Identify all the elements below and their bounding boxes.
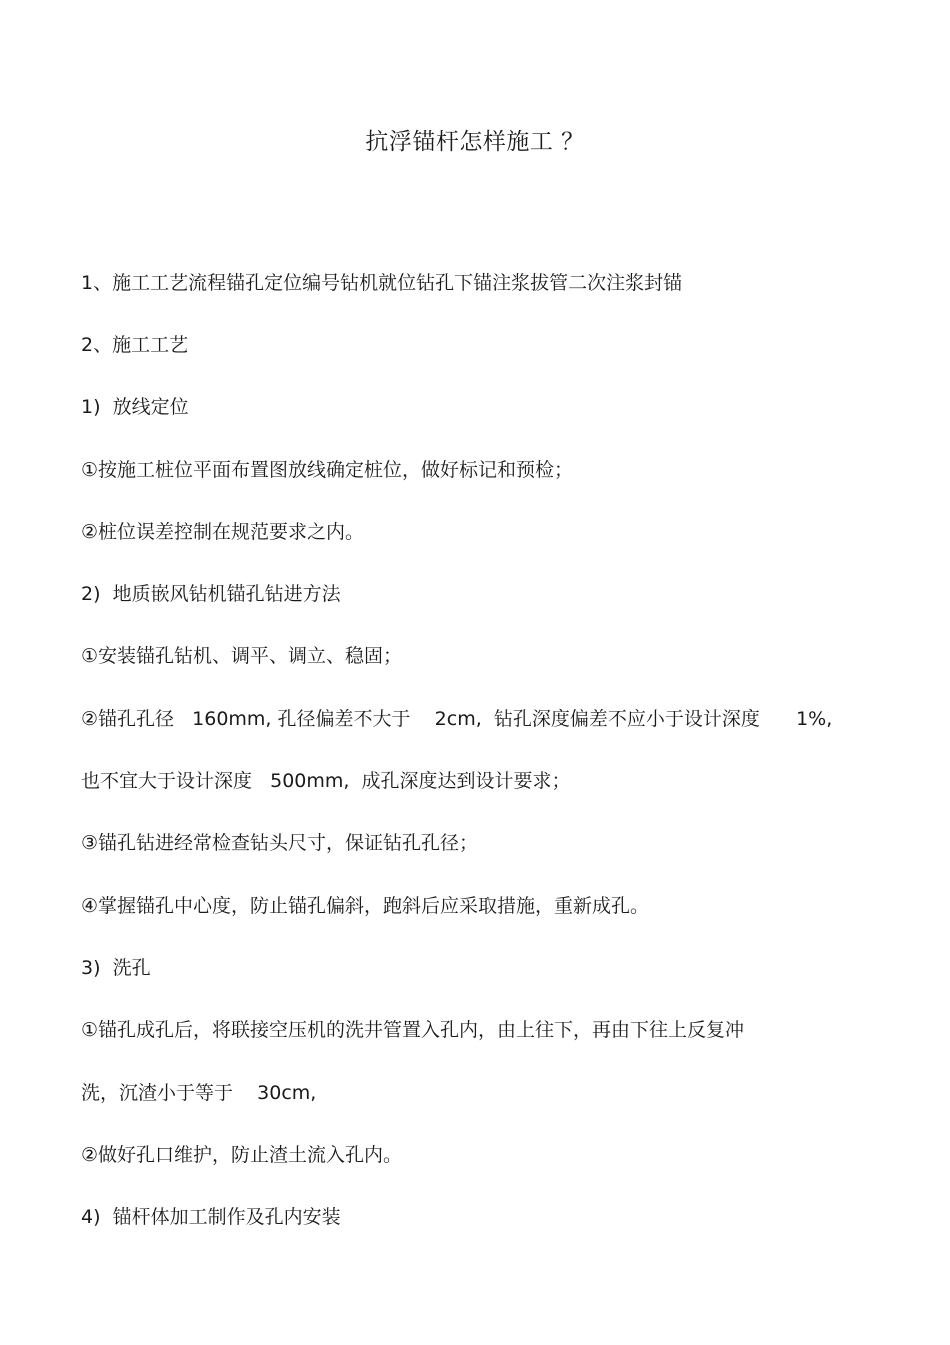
paragraph-line: ①安装锚孔钻机、调平、调立、稳固； [81, 645, 403, 667]
paragraph-line: ②做好孔口维护，防止渣土流入孔内。 [81, 1144, 403, 1166]
paragraph-line: 1) 放线定位 [81, 396, 189, 418]
paragraph-line: ④掌握锚孔中心度，防止锚孔偏斜，跑斜后应采取措施，重新成孔。 [81, 895, 650, 917]
paragraph-line: ③锚孔钻进经常检查钻头尺寸，保证钻孔孔径； [81, 832, 479, 854]
paragraph-line: ①按施工桩位平面布置图放线确定桩位，做好标记和预检； [81, 459, 574, 481]
paragraph-line: 洗，沉渣小于等于 30cm, [81, 1082, 317, 1104]
paragraph-line: 2、施工工艺 [81, 334, 189, 356]
document-title: 抗浮锚杆怎样施工 ？ [365, 129, 585, 155]
paragraph-line: 1、施工工艺流程锚孔定位编号钻机就位钻孔下锚注浆拔管二次注浆封锚 [81, 272, 683, 294]
paragraph-line: ①锚孔成孔后，将联接空压机的洗井管置入孔内，由上往下，再由下往上反复冲 [81, 1019, 745, 1041]
paragraph-line: 3) 洗孔 [81, 957, 151, 979]
paragraph-line: 4) 锚杆体加工制作及孔内安装 [81, 1206, 341, 1228]
paragraph-line: ②桩位误差控制在规范要求之内。 [81, 521, 365, 543]
paragraph-line: ②锚孔孔径 160mm, 孔径偏差不大于 2cm, 钻孔深度偏差不应小于设计深度 1%, [81, 708, 833, 730]
paragraph-line: 2) 地质嵌风钻机锚孔钻进方法 [81, 583, 341, 605]
paragraph-line: 也不宜大于设计深度 500mm, 成孔深度达到设计要求； [81, 770, 571, 792]
